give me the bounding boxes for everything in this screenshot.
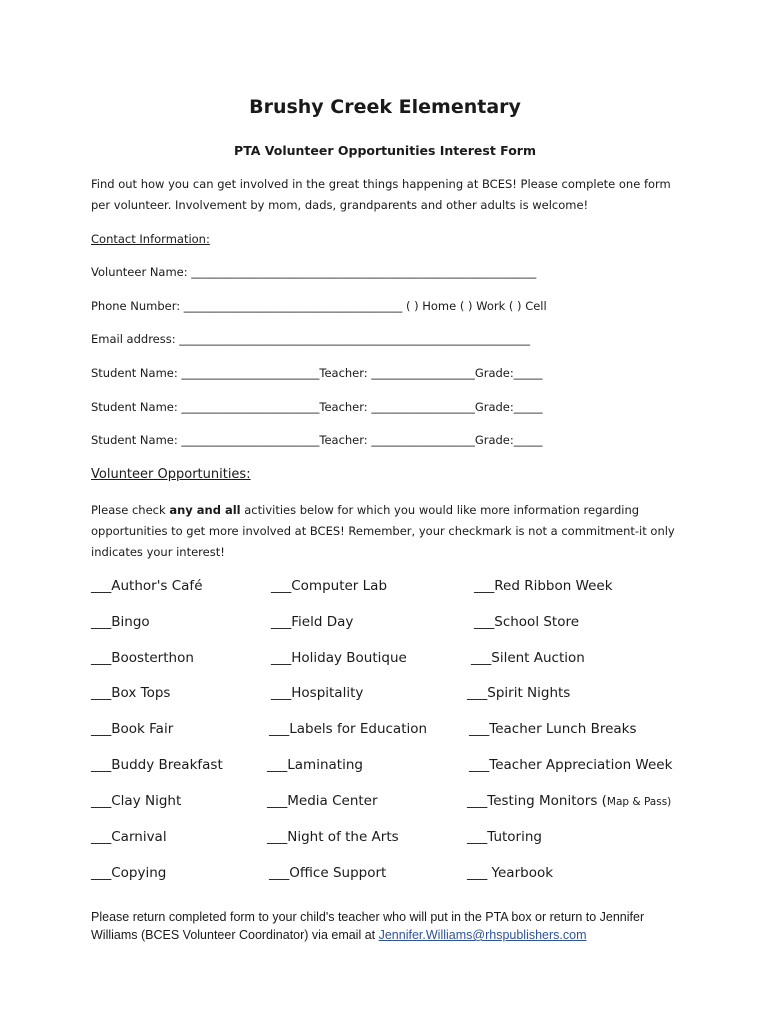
activity-tutoring[interactable]: ___Tutoring	[467, 829, 542, 845]
intro-text-before: Please check	[91, 503, 170, 517]
activity-bingo[interactable]: ___Bingo	[91, 614, 150, 630]
student-row-3[interactable]: Student Name: ________________________Teacher: __________________Grade:_____	[91, 433, 543, 447]
activity-book-fair[interactable]: ___Book Fair	[91, 721, 174, 737]
testing-monitors-label: ___Testing Monitors (	[467, 793, 607, 809]
page-title: Brushy Creek Elementary	[249, 96, 521, 118]
activity-holiday-boutique[interactable]: ___Holiday Boutique	[271, 650, 407, 666]
intro-text-bold: any and all	[169, 503, 241, 517]
activity-yearbook[interactable]: ___ Yearbook	[467, 865, 554, 881]
opportunities-intro	[91, 500, 691, 563]
activity-copying[interactable]: ___Copying	[91, 865, 167, 881]
intro-text-after: activities below for which you would like more information regarding opportunities to get more involved at BCES! Remember, your checkmark is not a commitment-it only indicates your interest!	[91, 503, 675, 559]
activity-field-day[interactable]: ___Field Day	[271, 614, 354, 630]
activity-labels-for-education[interactable]: ___Labels for Education	[269, 721, 428, 737]
activity-office-support[interactable]: ___Office Support	[269, 865, 387, 881]
volunteer-name-field[interactable]: Volunteer Name: ____________________________________________________________	[91, 265, 537, 279]
activity-hospitality[interactable]: ___Hospitality	[271, 685, 364, 701]
activity-night-of-the-arts[interactable]: ___Night of the Arts	[267, 829, 399, 845]
coordinator-email-link[interactable]: Jennifer.Williams@rhspublishers.com	[378, 928, 587, 942]
return-text: Please return completed form to your child's teacher who will put in the PTA box or return to Jennifer Williams (BCES Volunteer Coordinator) via email at	[91, 910, 645, 942]
activity-teacher-appreciation-week[interactable]: ___Teacher Appreciation Week	[469, 757, 673, 773]
activity-computer-lab[interactable]: ___Computer Lab	[271, 578, 388, 594]
email-address-field[interactable]: Email address: _____________________________________________________________	[91, 332, 531, 346]
activity-school-store[interactable]: ___School Store	[474, 614, 580, 630]
form-subtitle: PTA Volunteer Opportunities Interest Form	[234, 143, 536, 158]
activity-laminating[interactable]: ___Laminating	[267, 757, 363, 773]
activity-testing-monitors[interactable]	[467, 793, 671, 809]
opportunities-heading: Volunteer Opportunities:	[91, 467, 251, 482]
activity-authors-cafe[interactable]: ___Author's Café	[91, 578, 203, 594]
contact-heading: Contact Information:	[91, 232, 210, 246]
activity-box-tops[interactable]: ___Box Tops	[91, 685, 171, 701]
return-instructions	[91, 908, 691, 944]
activity-silent-auction[interactable]: ___Silent Auction	[471, 650, 585, 666]
testing-monitors-note: Map & Pass)	[606, 796, 672, 808]
activity-teacher-lunch-breaks[interactable]: ___Teacher Lunch Breaks	[469, 721, 637, 737]
student-row-2[interactable]: Student Name: ________________________Teacher: __________________Grade:_____	[91, 400, 543, 414]
activity-red-ribbon-week[interactable]: ___Red Ribbon Week	[474, 578, 613, 594]
activity-spirit-nights[interactable]: ___Spirit Nights	[467, 685, 571, 701]
student-row-1[interactable]: Student Name: ________________________Teacher: __________________Grade:_____	[91, 366, 543, 380]
phone-number-field[interactable]: Phone Number: ______________________________________ ( ) Home ( ) Work ( ) Cell	[91, 299, 547, 313]
intro-paragraph: Find out how you can get involved in the great things happening at BCES! Please complete one form per volunteer. Involvement by mom, dads, grandparents and other adults is welcome!	[91, 177, 671, 212]
activity-media-center[interactable]: ___Media Center	[267, 793, 378, 809]
activity-boosterthon[interactable]: ___Boosterthon	[91, 650, 194, 666]
activity-buddy-breakfast[interactable]: ___Buddy Breakfast	[91, 757, 223, 773]
activity-clay-night[interactable]: ___Clay Night	[91, 793, 182, 809]
activity-carnival[interactable]: ___Carnival	[91, 829, 167, 845]
